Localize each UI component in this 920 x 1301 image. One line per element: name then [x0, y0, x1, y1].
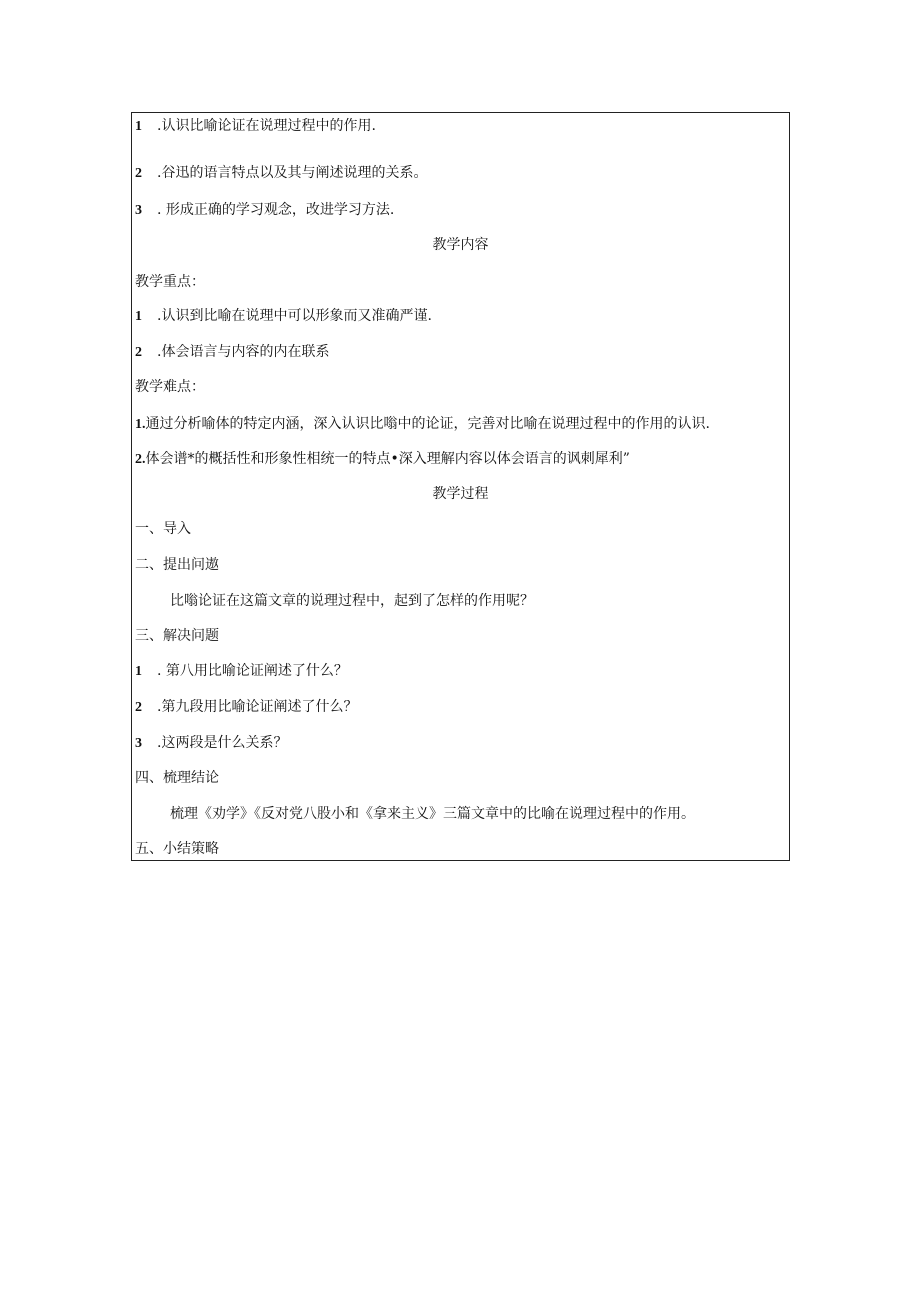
key-points-label: 教学重点：: [135, 274, 205, 290]
objective-number: 1: [135, 119, 142, 134]
difficulty-2: [135, 450, 630, 469]
step-conclusion-detail: 梳理《劝学》《反对党八股小和《拿来主义》三篇文章中的比喻在说理过程中的作用。: [170, 806, 695, 822]
question-text: .第九段用比喻论证阐述了什么？: [157, 699, 358, 715]
step-raise-question: 二、提出问遨: [135, 557, 219, 573]
objective-number: 3: [135, 203, 142, 218]
question-number: 1: [135, 664, 142, 679]
question-text: .这两段是什么关系？: [157, 735, 288, 751]
difficulty-number: 1.: [135, 417, 146, 432]
objective-number: 2: [135, 166, 142, 181]
difficulty-number: 2.: [135, 452, 146, 467]
question-2: [135, 698, 357, 717]
key-point-text: .体会语言与内容的内在联系: [157, 344, 330, 360]
objective-text: .谷迅的语言特点以及其与阐述说理的关系。: [157, 165, 428, 181]
question-3: [135, 734, 287, 753]
question-text: . 第八用比喻论证阐述了什么？: [157, 663, 348, 679]
objective-text: .认识比喻论证在说理过程中的作用.: [157, 118, 376, 134]
question-1: [135, 662, 348, 681]
objective-2: [135, 164, 427, 183]
step-conclusion: 四、梳理结论: [135, 770, 219, 786]
step-raise-question-detail: 比嗡论证在这篇文章的说理过程中，起到了怎样的作用呢？: [170, 593, 534, 609]
step-solve-problem: 三、解决问题: [135, 628, 219, 644]
difficulty-text: 通过分析喻体的特定内涵，深入认识比嗡中的论证，完善对比喻在说理过程中的作用的认识.: [145, 416, 710, 432]
step-intro: 一、导入: [135, 521, 191, 537]
question-number: 3: [135, 736, 142, 751]
objective-1: [135, 117, 376, 136]
content-heading: 教学内容: [432, 237, 489, 253]
key-point-number: 1: [135, 309, 142, 324]
objective-3: [135, 201, 394, 220]
difficulty-text: 体会谱*的概括性和形象性相统一的特点•深入理解内容以体会语言的讽刺犀利”: [145, 451, 630, 467]
process-heading: 教学过程: [432, 486, 489, 502]
question-number: 2: [135, 700, 142, 715]
objective-text: . 形成正确的学习观念，改进学习方法.: [157, 202, 395, 218]
difficulty-1: [135, 415, 710, 434]
lesson-plan-table: [131, 112, 790, 861]
key-point-2: [135, 343, 329, 362]
key-point-text: .认识到比喻在说理中可以形象而又准确严谨.: [157, 308, 432, 324]
difficulties-label: 教学难点：: [135, 379, 205, 395]
key-point-1: [135, 307, 432, 326]
key-point-number: 2: [135, 345, 142, 360]
step-summary: 五、小结策略: [135, 841, 219, 857]
